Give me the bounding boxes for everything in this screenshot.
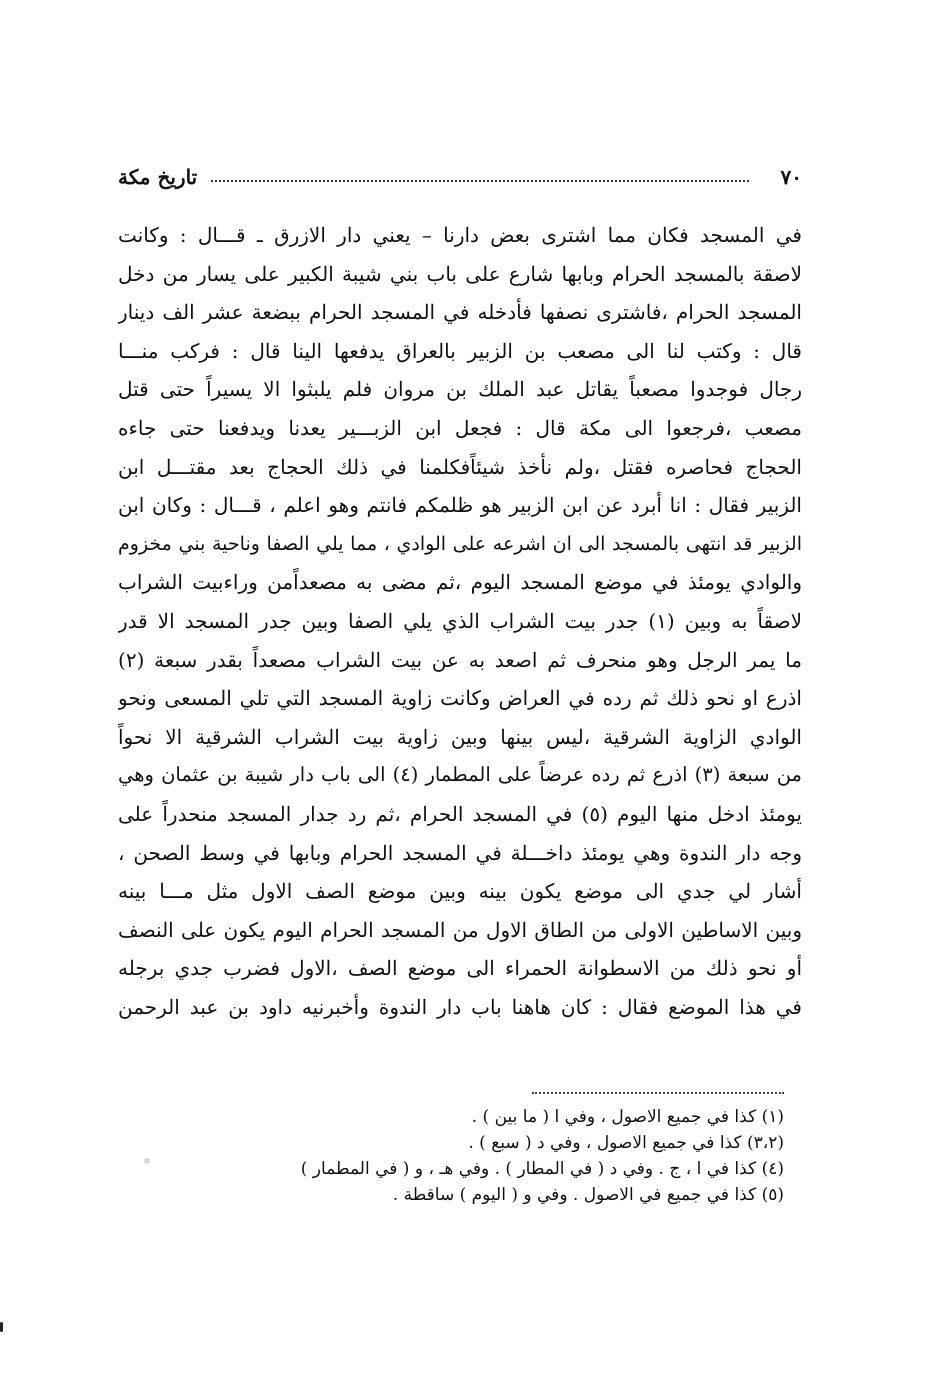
text-line: قال : وكتب لنا الى مصعب بن الزبير بالعراق يدفعها الينا قال : فركب منـــا (118, 338, 802, 363)
text-line: مصعب ،فرجعوا الى مكة قال : فجعل ابن الزبـــير يعدنا ويدفعنا حتى جاءه (118, 415, 802, 440)
header-dotted-leader (211, 180, 748, 182)
footnote: (٥) كذا في جميع في الاصول . وفي و ( اليوم ) ساقطة . (392, 1185, 784, 1205)
text-line: من سبعة (٣) اذرع ثم رده عرضاً على المطمار (٤) الى باب دار شيبة بن عثمان وهي (118, 763, 802, 787)
text-line: المسجد الحرام ،فاشترى نصفها فأدخله في المسجد الحرام ببضعة عشر الف دينار (118, 300, 802, 325)
text-line: في المسجد فكان مما اشترى بعض دارنا – يعني دار الازرق ـ قـــال : وكانت (118, 223, 802, 247)
text-line: اذرع او نحو ذلك ثم رده في العراض وكانت زاوية المسجد التي تلي المسعى ونحو (118, 686, 802, 711)
text-line: والوادي يومئذ في موضع المسجد اليوم ،ثم مضى به مصعداًمن وراءبيت الشراب (118, 570, 802, 595)
footnotes (280, 1104, 784, 1208)
main-text (118, 216, 802, 1026)
text-line: أو نحو ذلك من الاسطوانة الحمراء الى موضع الصف ،الاول فضرب جدي برجله (118, 956, 802, 981)
scan-mark (0, 1322, 3, 1332)
text-line: رجال فوجدوا مصعباً يقاتل عبد الملك بن مروان فلم يلبثوا الا يسيراً حتى قتل (118, 377, 802, 402)
text-line: الحجاج فحاصره فقتل ،ولم نأخذ شيئاًفكلمنا في ذلك الحجاج بعد مقتـــل ابن (118, 454, 802, 479)
text-line: لاصقة بالمسجد الحرام وبابها شارع على باب بني شيبة الكبير على يسار من دخل (118, 261, 802, 286)
text-line: وبين الاساطين الاولى من الطاق الاول من المسجد الحرام اليوم يكون على النصف (118, 917, 802, 942)
book-title: تاريخ مكة (118, 165, 198, 189)
text-line: الزبير قد انتهى بالمسجد الى ان اشرعه على الوادي ، مما يلي الصفا وناحية بني مخزوم (118, 532, 802, 555)
running-header (118, 160, 802, 194)
text-line: وجه دار الندوة وهي يومئذ داخـــلة في المسجد الحرام وبابها في وسط الصحن ، (118, 840, 802, 865)
text-line: في هذا الموضع فقال : كان هاهنا باب دار الندوة وأخبرنيه داود بن عبد الرحمن (118, 994, 802, 1019)
text-line: الوادي الزاوية الشرقية ،ليس بينها وبين زاوية بيت الشراب الشرقية الا نحواً (118, 724, 802, 749)
text-line: الزبير فقال : انا أبرد عن ابن الزبير هو ظلمكم فانتم وهو اعلم ، قـــال : وكان ابن (118, 493, 802, 518)
text-line: يومئذ ادخل منها اليوم (٥) في المسجد الحرام ،ثم رد جدار المسجد منحدراً على (118, 801, 802, 826)
footnote: (١) كذا في جميع الاصول ، وفي ا ( ما بين ) . (471, 1107, 784, 1127)
scan-smudge (144, 1158, 150, 1164)
page-number: ٧٠ (780, 165, 802, 189)
footnote: (٣،٢) كذا في جميع الاصول ، وفي د ( سبع ) . (468, 1133, 784, 1153)
footnote-separator (532, 1092, 784, 1094)
text-line: أشار لي جدي الى موضع يكون بينه وبين موضع الصف الاول مثل مـــا بينه (118, 879, 802, 904)
footnote: (٤) كذا في ا ، ج . وفي د ( في المطار ) . وفي هـ ، و ( في المطمار ) (300, 1159, 784, 1179)
text-line: لاصقاً به وبين (١) جدر بيت الشراب الذي يلي الصفا وبين جدر المسجد الا قدر (118, 608, 802, 633)
text-line: ما يمر الرجل وهو منحرف ثم اصعد به عن بيت الشراب مصعداً بقدر سبعة (٢) (118, 647, 802, 672)
